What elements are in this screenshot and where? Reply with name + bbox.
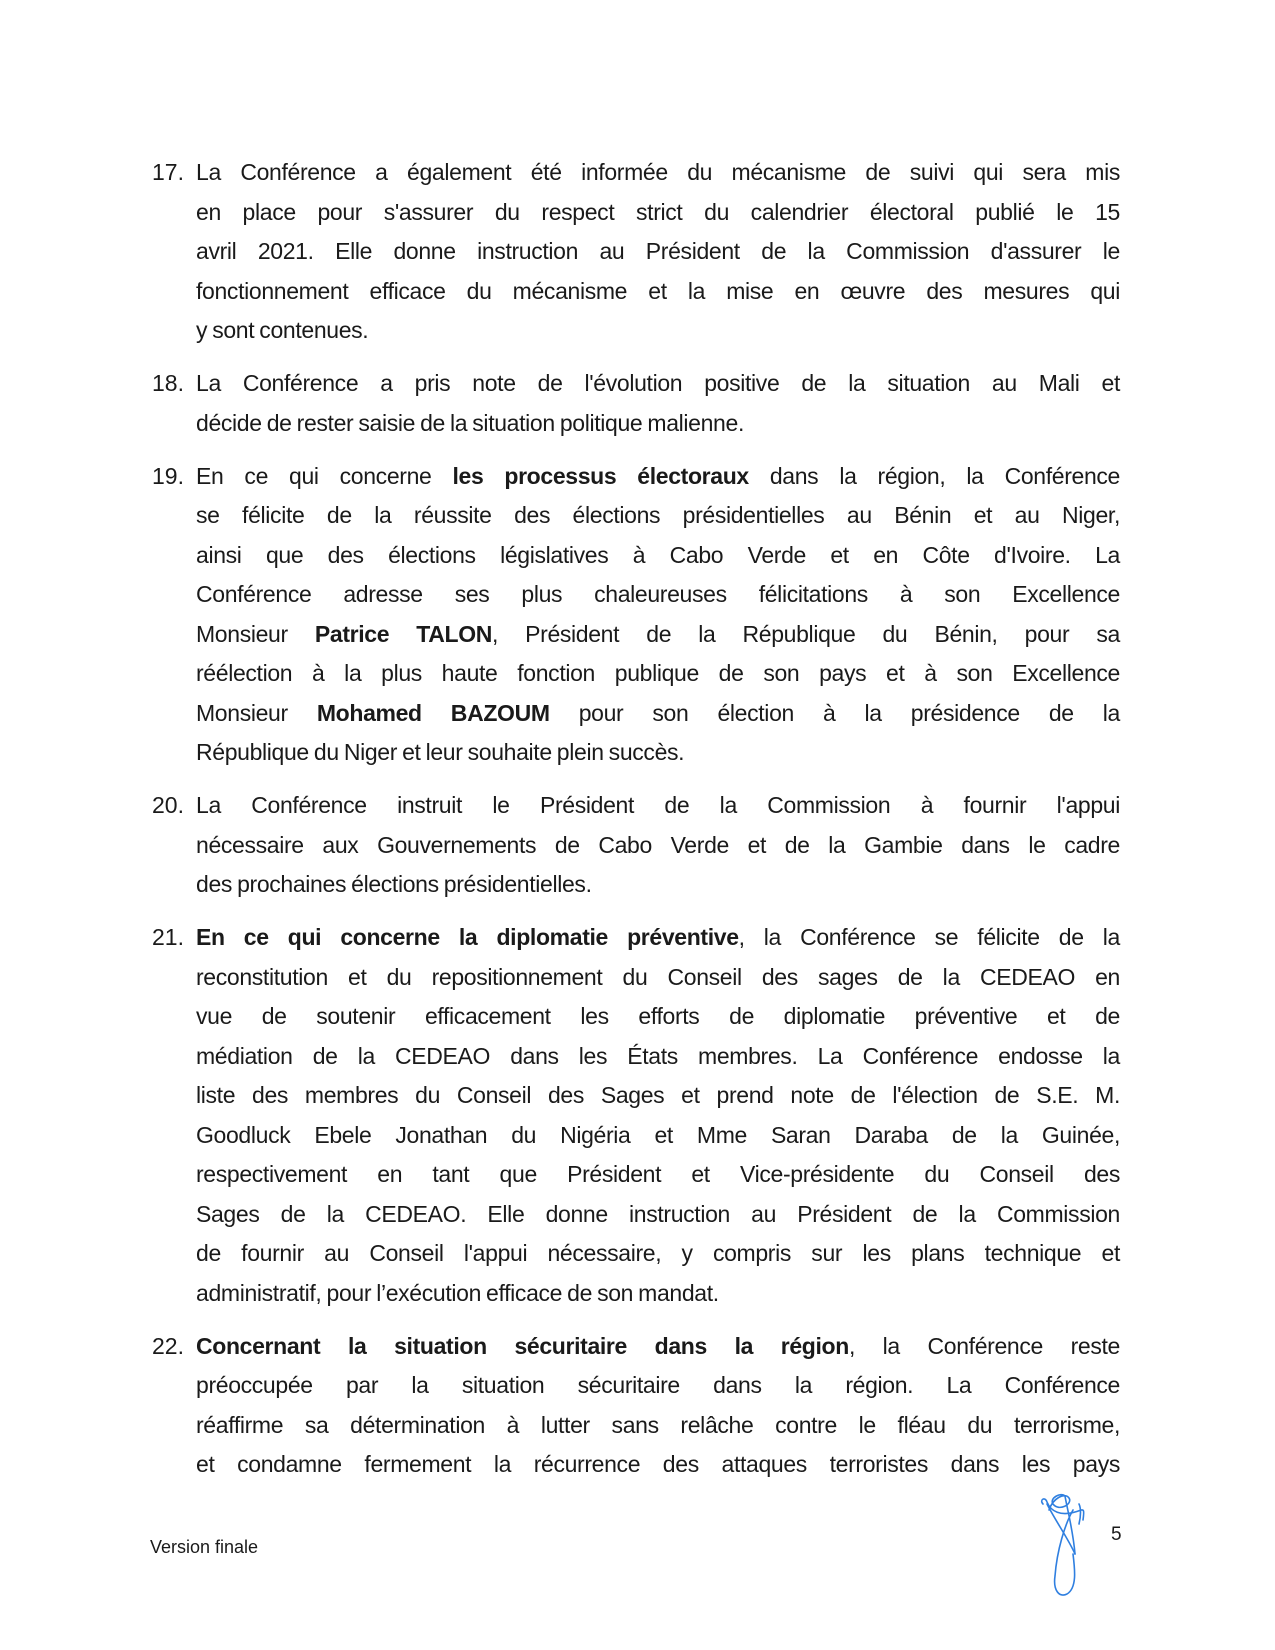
body-text: avril 2021. Elle donne instruction au Président de la Commission d'assurer le xyxy=(196,238,1120,264)
paragraph-number: 18. xyxy=(152,370,184,396)
paragraph-line xyxy=(196,311,1120,351)
body-text: se félicite de la réussite des élections présidentielles au Bénin et au Niger, xyxy=(196,502,1120,528)
body-text: nécessaire aux Gouvernements de Cabo Verde et de la Gambie dans le cadre xyxy=(196,831,1120,858)
body-text: Monsieur xyxy=(196,620,315,647)
body-text: décide de rester saisie de la situation politique malienne. xyxy=(196,409,744,436)
paragraph-line xyxy=(196,404,1120,444)
body-text: préoccupée par la situation sécuritaire dans la région. La Conférence xyxy=(196,1372,1120,1398)
body-text: réaffirme sa détermination à lutter sans relâche contre le fléau du terrorisme, xyxy=(196,1411,1120,1438)
paragraph-line xyxy=(196,1274,1120,1314)
paragraph-line xyxy=(196,615,1120,655)
body-text: Conférence adresse ses plus chaleureuses félicitations à son Excellence xyxy=(196,581,1120,607)
handwritten-signature-icon xyxy=(1035,1490,1095,1600)
paragraph-line xyxy=(196,694,1120,734)
body-text: liste des membres du Conseil des Sages et prend note de l'élection de S.E. M. xyxy=(196,1082,1120,1108)
bold-emphasis-text: Mohamed BAZOUM xyxy=(316,699,550,726)
paragraph-line xyxy=(196,958,1120,998)
body-text: Sages de la CEDEAO. Elle donne instruction au Président de la Commission xyxy=(196,1200,1120,1227)
paragraph-line xyxy=(196,786,1120,826)
paragraph-body xyxy=(196,1327,1120,1485)
bold-emphasis-text: les processus électoraux xyxy=(452,462,749,489)
body-text: en place pour s'assurer du respect strict du calendrier électoral publié le 15 xyxy=(196,198,1120,225)
paragraph-line xyxy=(196,826,1120,866)
paragraph-line xyxy=(196,1445,1120,1485)
paragraph-line xyxy=(196,1076,1120,1116)
body-text: En ce qui concerne xyxy=(196,462,453,489)
body-text: pour son élection à la présidence de la xyxy=(549,699,1120,726)
body-text: médiation de la CEDEAO dans les États membres. La Conférence endosse la xyxy=(196,1042,1120,1069)
paragraph-line xyxy=(196,918,1120,958)
page-number: 5 xyxy=(1111,1524,1122,1545)
paragraph-line xyxy=(196,575,1120,615)
paragraph-line xyxy=(196,1327,1120,1367)
paragraph-line xyxy=(196,733,1120,773)
paragraph-number: 22. xyxy=(152,1332,184,1359)
paragraph-body xyxy=(196,786,1120,905)
body-text: La Conférence a également été informée du mécanisme de suivi qui sera mis xyxy=(196,159,1120,185)
body-text: administratif, pour l’exécution efficace de son mandat. xyxy=(196,1279,719,1306)
bold-emphasis-text: Concernant la situation sécuritaire dans la région xyxy=(196,1332,849,1359)
body-text: des prochaines élections présidentielles. xyxy=(196,871,592,897)
body-text: respectivement en tant que Président et Vice-présidente du Conseil des xyxy=(196,1161,1120,1187)
paragraph-line xyxy=(196,536,1120,576)
paragraph-line xyxy=(196,1366,1120,1406)
paragraph-line xyxy=(196,1116,1120,1156)
paragraph-number: 21. xyxy=(152,924,184,950)
body-text: , la Conférence reste xyxy=(848,1332,1120,1359)
body-text: , Président de la République du Bénin, pour sa xyxy=(492,620,1120,647)
body-text: reconstitution et du repositionnement du Conseil des sages de la CEDEAO en xyxy=(196,963,1120,990)
paragraph-line xyxy=(196,865,1120,905)
paragraph-line xyxy=(196,997,1120,1037)
paragraph-body xyxy=(196,364,1120,443)
paragraph-line xyxy=(196,153,1120,193)
body-text: vue de soutenir efficacement les efforts de diplomatie préventive et de xyxy=(196,1003,1120,1029)
paragraph-line xyxy=(196,1406,1120,1446)
paragraph-number: 17. xyxy=(152,159,184,185)
body-text: , la Conférence se félicite de la xyxy=(738,924,1120,950)
paragraph-line xyxy=(196,1155,1120,1195)
paragraph-line xyxy=(196,1037,1120,1077)
paragraph-line xyxy=(196,364,1120,404)
paragraph-body xyxy=(196,457,1120,773)
body-text: fonctionnement efficace du mécanisme et la mise en œuvre des mesures qui xyxy=(196,277,1120,304)
paragraph-line xyxy=(196,272,1120,312)
body-text: y sont contenues. xyxy=(196,317,369,343)
body-text: La Conférence instruit le Président de la Commission à fournir l'appui xyxy=(196,792,1120,818)
body-text: Goodluck Ebele Jonathan du Nigéria et Mme Saran Daraba de la Guinée, xyxy=(196,1121,1120,1148)
paragraph-body xyxy=(196,918,1120,1313)
paragraph-line xyxy=(196,496,1120,536)
paragraph-body xyxy=(196,153,1120,351)
paragraph-line xyxy=(196,1234,1120,1274)
body-text: de fournir au Conseil l'appui nécessaire, y compris sur les plans technique et xyxy=(196,1240,1120,1266)
body-text: et condamne fermement la récurrence des attaques terroristes dans les pays xyxy=(196,1451,1120,1477)
bold-emphasis-text: En ce qui concerne la diplomatie préventive xyxy=(196,924,739,950)
paragraph-line xyxy=(196,457,1120,497)
body-text: ainsi que des élections législatives à Cabo Verde et en Côte d'Ivoire. La xyxy=(196,541,1120,568)
footer-version-label: Version finale xyxy=(150,1537,259,1557)
paragraph-line xyxy=(196,1195,1120,1235)
body-text: La Conférence a pris note de l'évolution positive de la situation au Mali et xyxy=(196,370,1120,396)
bold-emphasis-text: Patrice TALON xyxy=(314,620,493,647)
paragraph-number: 19. xyxy=(152,462,184,489)
body-text: dans la région, la Conférence xyxy=(748,462,1120,489)
body-text: République du Niger et leur souhaite plein succès. xyxy=(196,739,685,765)
paragraph-line xyxy=(196,232,1120,272)
body-text: réélection à la plus haute fonction publique de son pays et à son Excellence xyxy=(196,660,1120,686)
body-text: Monsieur xyxy=(196,699,317,726)
paragraph-line xyxy=(196,193,1120,233)
paragraph-line xyxy=(196,654,1120,694)
paragraph-number: 20. xyxy=(152,792,184,818)
